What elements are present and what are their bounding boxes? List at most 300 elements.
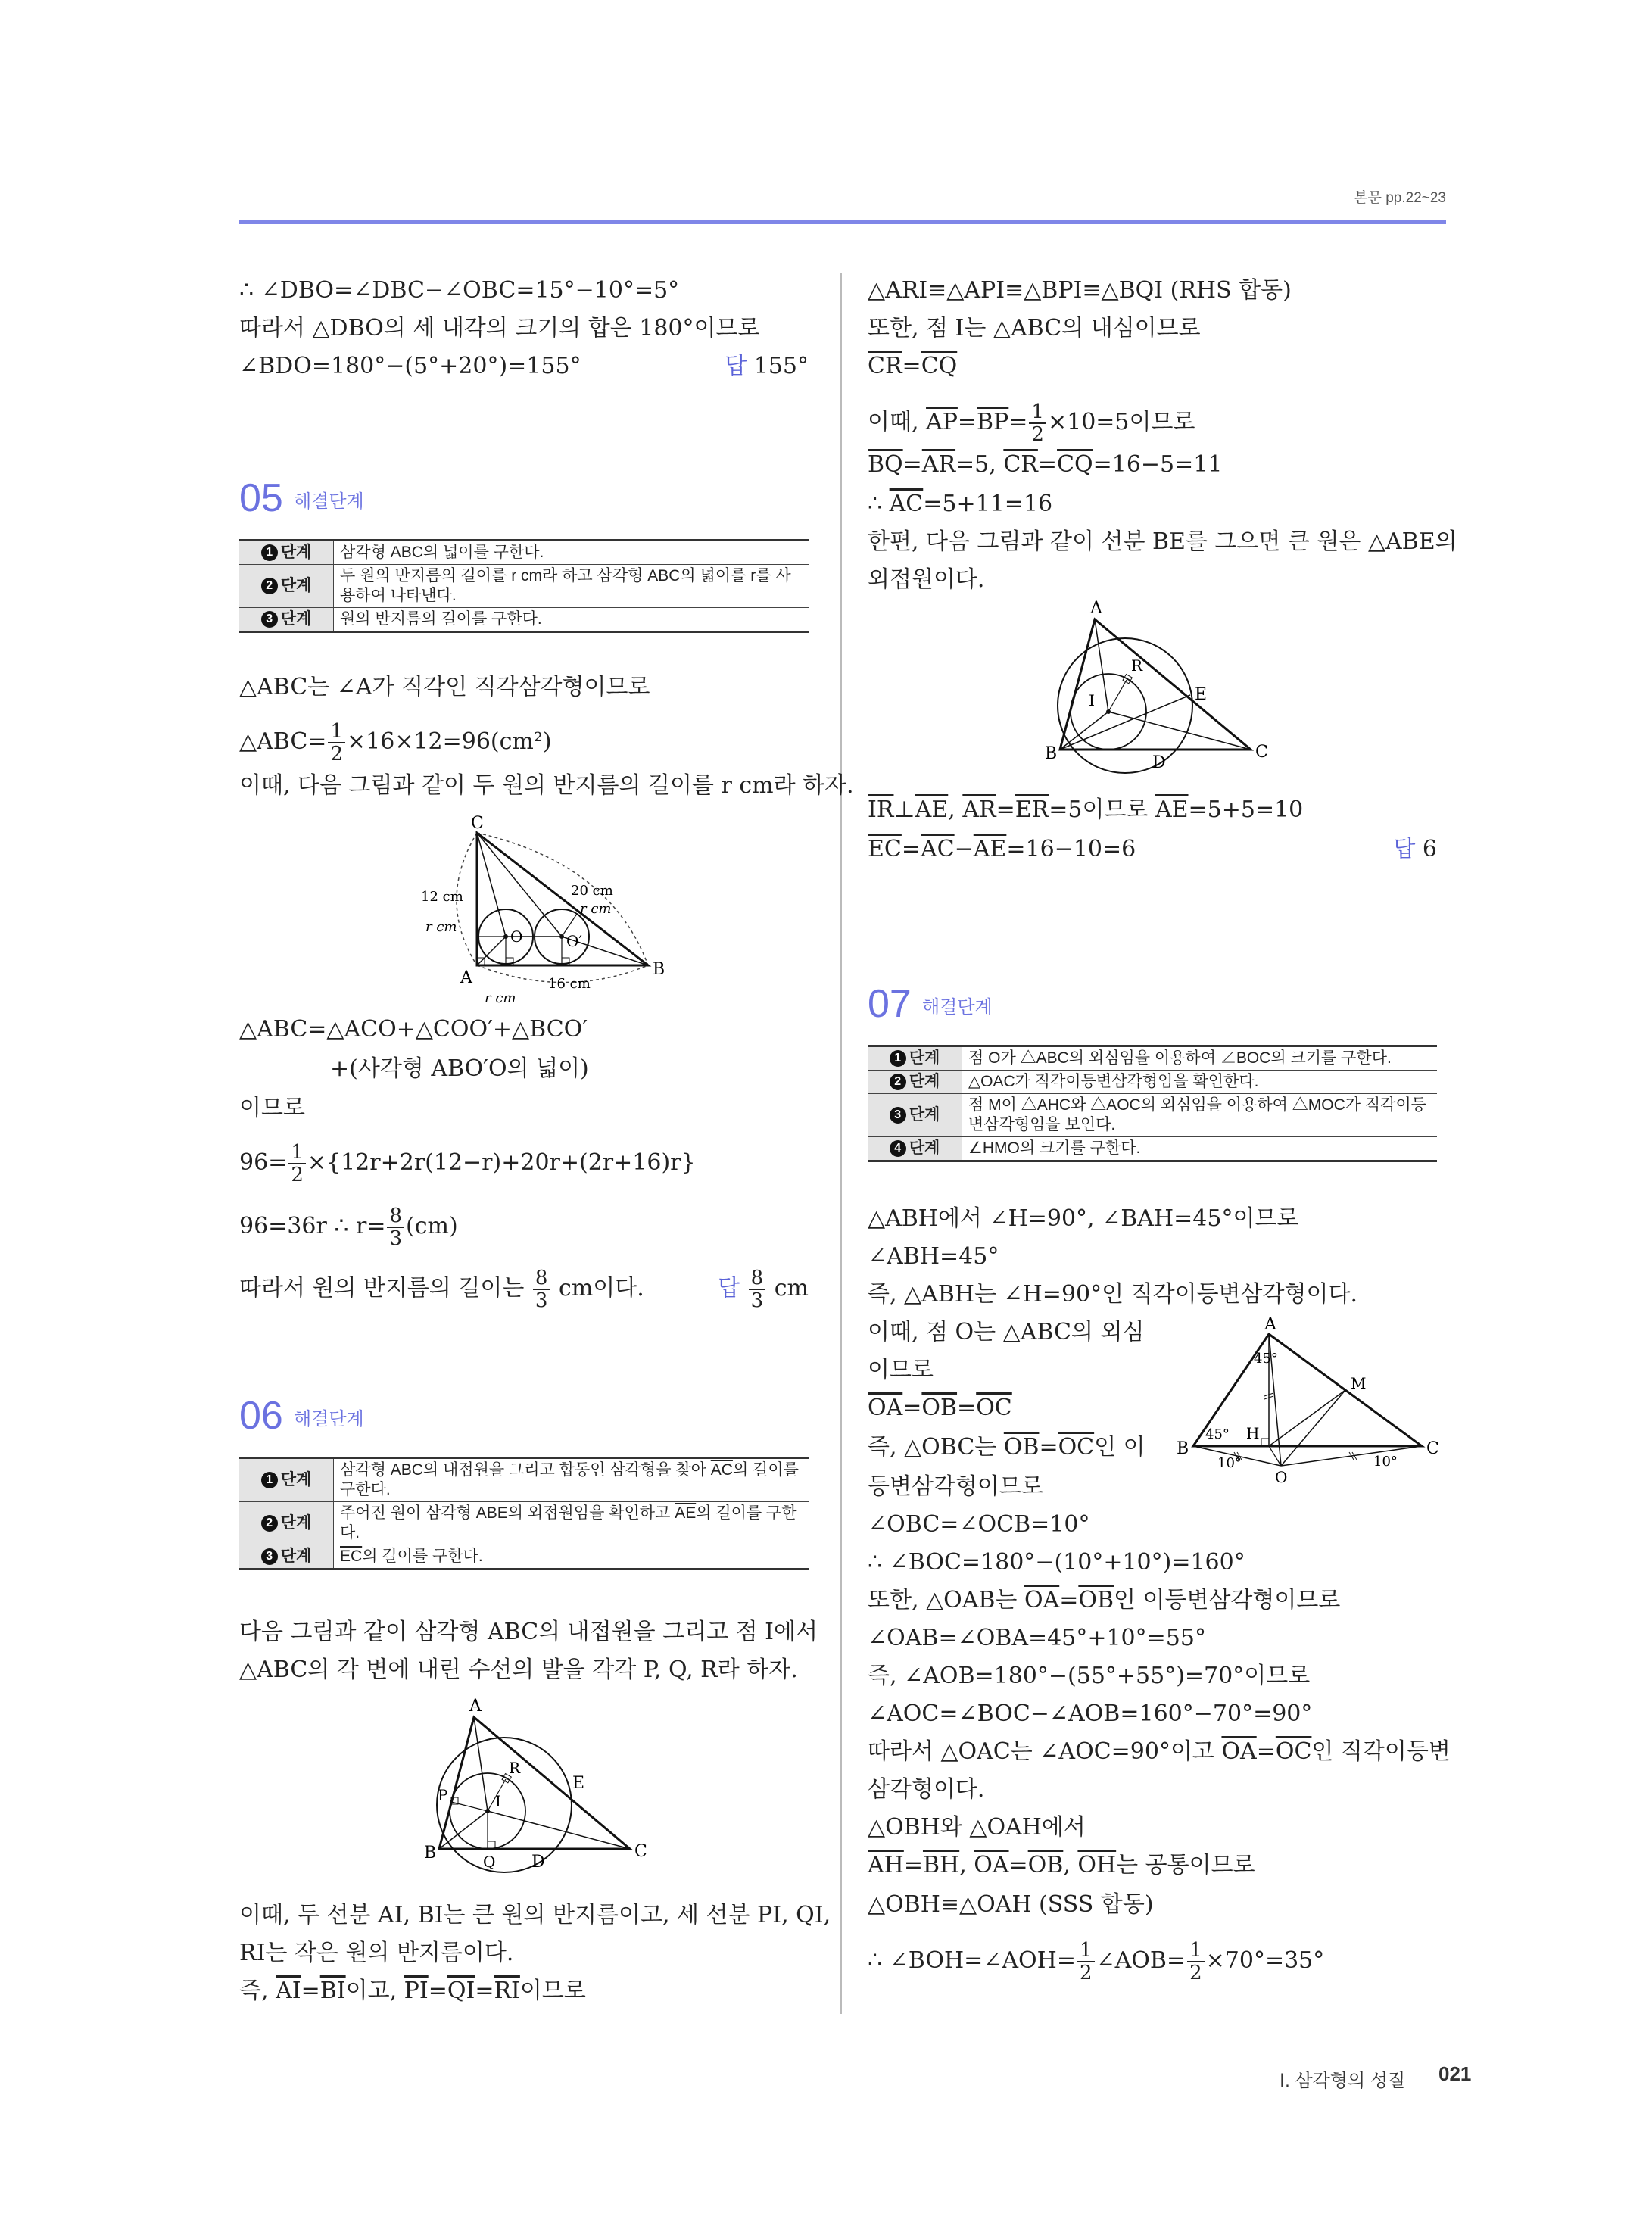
text-part: = [901, 836, 921, 862]
denominator: 2 [1031, 423, 1044, 446]
segment: $\overline{AE}$ [973, 836, 1007, 862]
step-text [334, 1545, 809, 1569]
answer [718, 1267, 809, 1311]
header-rule [239, 220, 1446, 224]
text-line: 외접원이다. [868, 566, 985, 593]
label-i: I [1089, 691, 1095, 709]
text-part: 또한, △OAB는 [868, 1587, 1024, 1613]
text-line: 따라서 △DBO의 세 내각의 크기의 합은 180°이므로 [239, 315, 760, 341]
step-text [334, 1502, 809, 1545]
step-label-text: 단계 [909, 1049, 940, 1067]
segment: $\overline{OC}$ [1275, 1738, 1312, 1765]
fraction [533, 1267, 550, 1311]
label-e: E [1195, 685, 1208, 704]
text-line: △OBH와 △OAH에서 [868, 1814, 1086, 1841]
text-line: △OBH≡△OAH (SSS 합동) [868, 1891, 1154, 1918]
numerator: 8 [533, 1267, 550, 1290]
text-part: 의 길이를 구한다. [362, 1548, 483, 1565]
figure-06b [1019, 598, 1292, 787]
step-label [239, 1545, 334, 1569]
segment: $\overline{AC}$ [889, 491, 924, 517]
text-line [868, 1585, 1340, 1616]
text-line: +(사각형 ABO′O의 넓이) [330, 1055, 589, 1082]
segment: $\overline{AE}$ [675, 1504, 697, 1522]
segment: $\overline{AC}$ [921, 836, 955, 862]
text-part: = [902, 451, 922, 478]
text-line: 이므로 [868, 1357, 934, 1383]
triangle-abc [477, 833, 648, 965]
text-line: ∴ ∠BOC=180°−(10°+10°)=160° [868, 1549, 1245, 1576]
seg-ai [474, 1717, 488, 1811]
answer-label: 답 [1393, 837, 1416, 862]
step-label-text: 단계 [280, 1548, 312, 1565]
seg-om [1281, 1390, 1345, 1466]
step-row [868, 1094, 1437, 1137]
label-ac-length: 12 cm [421, 889, 463, 905]
label-c: C [634, 1842, 647, 1861]
text-part: ×10=5이므로 [1047, 409, 1195, 435]
step-label [239, 541, 334, 565]
text-part: ×{12r+2r(12−r)+20r+(2r+16)r} [307, 1149, 696, 1176]
text-line [868, 401, 1195, 445]
page-reference: 본문 pp.22~23 [1354, 190, 1446, 206]
text-line: △ARI≡△API≡△BPI≡△BQI (RHS 합동) [868, 277, 1292, 304]
text-line: 이때, 두 선분 AI, BI는 큰 원의 반지름이고, 세 선분 PI, QI, [239, 1902, 831, 1928]
segment: $\overline{BI}$ [319, 1978, 346, 2004]
text-part: − [954, 836, 974, 862]
text-part: = [902, 353, 921, 379]
text-line: ∠AOC=∠BOC−∠AOB=160°−70°=90° [868, 1700, 1313, 1727]
step-label [868, 1094, 962, 1137]
text-part: = [1039, 1434, 1058, 1460]
text-part: 96=36r ∴ r= [239, 1213, 386, 1239]
label-r: R [1131, 656, 1143, 675]
text-part: 이고, [345, 1978, 404, 2004]
text-line: ∠BDO=180°−(5°+20°)=155° [239, 353, 581, 379]
fraction [387, 1205, 404, 1249]
text-line: ∠OAB=∠OBA=45°+10°=55° [868, 1625, 1206, 1651]
steps-table [239, 539, 809, 633]
text-part: =5, [955, 451, 1004, 478]
text-part: =5이므로 [1049, 796, 1155, 823]
step-label [239, 1458, 334, 1502]
text-line [868, 1432, 1145, 1463]
text-part: =5+11=16 [923, 491, 1053, 517]
text-line [868, 450, 1222, 480]
text-part: 주어진 원이 삼각형 ABE의 외접원임을 확인하고 [340, 1504, 675, 1522]
text-line [239, 1142, 696, 1186]
text-line: ∠ABH=45° [868, 1243, 999, 1270]
step-badge: 2 [890, 1074, 906, 1090]
steps-table [868, 1045, 1437, 1162]
segment: $\overline{AR}$ [921, 451, 956, 478]
label-c: C [1426, 1439, 1439, 1458]
fraction [328, 721, 345, 765]
answer-value: 6 [1422, 836, 1437, 862]
step-badge: 1 [261, 544, 278, 561]
step-text: 점 M이 △AHC와 △AOC의 외심임을 이용하여 △MOC가 직각이등변삼각형임을 보인다. [962, 1094, 1438, 1137]
text-line: 다음 그림과 같이 삼각형 ABC의 내접원을 그리고 점 I에서 [239, 1619, 818, 1645]
label-o2: O′ [566, 932, 582, 950]
text-line [868, 489, 1052, 519]
label-q: Q [483, 1853, 496, 1871]
point-i [485, 1809, 490, 1813]
segment: $\overline{AR}$ [962, 796, 996, 823]
column-divider [840, 273, 842, 2014]
label-a: A [1264, 1315, 1276, 1334]
segment: $\overline{CQ}$ [1057, 451, 1093, 478]
step-badge: 2 [261, 578, 278, 594]
step-text: ∠HMO의 크기를 구한다. [962, 1137, 1438, 1161]
text-part: 즉, △OBC는 [868, 1434, 1004, 1460]
answer [1393, 834, 1437, 865]
label-radius: r cm [580, 901, 612, 917]
text-line [868, 1850, 1255, 1881]
numerator: 1 [288, 1142, 306, 1164]
text-part: cm이다. [559, 1275, 644, 1301]
text-part: = [1008, 409, 1028, 435]
step-row [868, 1071, 1437, 1094]
text-part: = [957, 409, 977, 435]
seg-bi [1060, 712, 1108, 750]
text-part: 인 직각이등변 [1311, 1738, 1451, 1765]
segment: $\overline{AP}$ [926, 409, 958, 435]
label-p: P [438, 1786, 448, 1804]
text-part: 의 길이를 구한다. [340, 1461, 799, 1498]
numerator: 1 [1187, 1940, 1205, 1962]
text-line: RI는 작은 원의 반지름이다. [239, 1940, 514, 1966]
page-number: 021 [1438, 2062, 1472, 2085]
segment: $\overline{OC}$ [1058, 1434, 1095, 1460]
text-line: 즉, △ABH는 ∠H=90°인 직각이등변삼각형이다. [868, 1281, 1357, 1308]
text-part: = [1059, 1587, 1079, 1613]
text-part: △ABC= [239, 728, 327, 755]
text-line: ∴ ∠DBO=∠DBC−∠OBC=15°−10°=5° [239, 277, 680, 304]
text-part: =16−10=6 [1006, 836, 1136, 862]
text-part: = [428, 1978, 447, 2004]
text-part: = [1008, 1852, 1028, 1878]
label-a: A [1090, 599, 1102, 618]
segment: $\overline{BP}$ [977, 409, 1009, 435]
label-d: D [1152, 753, 1166, 772]
step-label-text: 단계 [280, 610, 312, 628]
text-part: , [948, 796, 963, 823]
segment: $\overline{OB}$ [921, 1395, 958, 1421]
step-text: 점 O가 △ABC의 외심임을 이용하여 ∠BOC의 크기를 구한다. [962, 1046, 1438, 1071]
label-i: I [495, 1792, 501, 1810]
label-a: A [469, 1697, 482, 1716]
step-label [868, 1137, 962, 1161]
point-i [1106, 709, 1111, 714]
answer-label: 답 [725, 354, 747, 379]
step-text [334, 1458, 809, 1502]
segment: $\overline{AH}$ [868, 1852, 904, 1878]
segment: $\overline{BH}$ [922, 1852, 960, 1878]
label-h: H [1246, 1424, 1260, 1442]
segment: $\overline{AE}$ [915, 796, 949, 823]
text-part: 이므로 [519, 1978, 586, 2004]
fraction [749, 1267, 766, 1311]
label-b: B [1177, 1439, 1189, 1458]
segment: $\overline{OA}$ [868, 1395, 903, 1421]
label-o: O [1275, 1468, 1288, 1486]
text-line [868, 1393, 1012, 1423]
text-line: 또한, 점 I는 △ABC의 내심이므로 [868, 315, 1201, 341]
text-line: ∠OBC=∠OCB=10° [868, 1511, 1090, 1538]
label-bc-length: 20 cm [571, 883, 613, 899]
text-part: ∠AOB= [1096, 1947, 1186, 1974]
figure-06 [398, 1696, 671, 1878]
text-part: =5+5=10 [1188, 796, 1304, 823]
numerator: 1 [328, 721, 345, 743]
label-a: A [460, 968, 472, 987]
fraction [1077, 1940, 1095, 1984]
text-part: 즉, [239, 1978, 276, 2004]
step-label-text: 단계 [280, 544, 312, 561]
text-part: = [301, 1978, 320, 2004]
section-number: 07 [868, 982, 912, 1026]
text-part: = [996, 796, 1015, 823]
segment: $\overline{RI}$ [494, 1978, 520, 2004]
text-line [868, 795, 1303, 825]
text-part: 따라서 △OAC는 ∠AOC=90°이고 [868, 1738, 1222, 1765]
answer-unit: cm [774, 1275, 809, 1301]
text-line [868, 351, 957, 382]
step-label [239, 1502, 334, 1545]
step-label [239, 608, 334, 632]
step-text: 두 원의 반지름의 길이를 r cm라 하고 삼각형 ABC의 넓이를 r를 사용하여 나타낸다. [334, 565, 809, 608]
seg-co2 [477, 833, 562, 937]
step-label [868, 1071, 962, 1094]
step-label-text: 단계 [909, 1073, 940, 1090]
text-part: =16−5=11 [1093, 451, 1223, 478]
denominator: 3 [389, 1227, 403, 1250]
numerator: 8 [387, 1205, 404, 1228]
label-m: M [1351, 1374, 1367, 1392]
section-number: 06 [239, 1394, 283, 1438]
step-label-text: 단계 [909, 1139, 940, 1157]
segment: $\overline{AE}$ [1155, 796, 1189, 823]
text-part: ∴ [868, 491, 890, 517]
step-text: 삼각형 ABC의 넓이를 구한다. [334, 541, 809, 565]
label-b: B [653, 960, 665, 979]
text-part: ∴ ∠BOH=∠AOH= [868, 1947, 1076, 1974]
section-title: 해결단계 [294, 491, 364, 512]
segment: $\overline{QI}$ [447, 1978, 475, 2004]
denominator: 3 [535, 1289, 548, 1312]
label-angle: 45° [1254, 1351, 1278, 1367]
text-part: = [902, 1395, 922, 1421]
text-line [239, 1976, 586, 2006]
step-badge: 1 [261, 1472, 278, 1488]
section-number: 05 [239, 476, 283, 520]
step-row [239, 1458, 809, 1502]
step-text: △OAC가 직각이등변삼각형임을 확인한다. [962, 1071, 1438, 1094]
fraction [1029, 401, 1046, 445]
label-c: C [1255, 743, 1268, 762]
text-line: △ABC의 각 변에 내린 수선의 발을 각각 P, Q, R라 하자. [239, 1657, 798, 1683]
seg-co [477, 833, 506, 937]
step-row [239, 1502, 809, 1545]
text-part: ×70°=35° [1205, 1947, 1325, 1974]
label-o: O [510, 927, 523, 946]
figure-07 [1170, 1315, 1443, 1493]
seg-be [1060, 695, 1190, 750]
numerator: 8 [749, 1267, 766, 1290]
step-badge: 3 [890, 1107, 906, 1124]
text-part: 이때, [868, 409, 927, 435]
segment: $\overline{ER}$ [1015, 796, 1049, 823]
text-line: △ABC=△ACO+△COO′+△BCO′ [239, 1016, 588, 1043]
label-e: E [572, 1774, 585, 1793]
step-label [868, 1046, 962, 1071]
segment: $\overline{BQ}$ [868, 451, 903, 478]
step-row [239, 608, 809, 632]
segment: $\overline{PI}$ [404, 1978, 429, 2004]
section-title: 해결단계 [922, 997, 993, 1018]
text-part: = [475, 1978, 494, 2004]
segment: $\overline{OH}$ [1077, 1852, 1117, 1878]
text-line [868, 834, 1136, 865]
text-part: 삼각형 ABC의 내접원을 그리고 합동인 삼각형을 찾아 [340, 1461, 711, 1479]
step-row [239, 1545, 809, 1569]
label-angle: 45° [1205, 1426, 1230, 1442]
circumcircle-abe [1058, 638, 1192, 773]
text-part: = [1256, 1738, 1276, 1765]
segment: $\overline{CR}$ [1003, 451, 1038, 478]
answer [725, 351, 809, 382]
seg-ip [451, 1802, 488, 1811]
segment: $\overline{OB}$ [1027, 1852, 1064, 1878]
triangle-abc [1060, 619, 1251, 750]
text-part: 는 공통이므로 [1116, 1852, 1255, 1878]
text-part: , [959, 1852, 974, 1878]
segment: $\overline{OC}$ [976, 1395, 1012, 1421]
text-part: = [1037, 451, 1058, 478]
segment: $\overline{AI}$ [276, 1978, 301, 2004]
seg-hm [1269, 1390, 1345, 1446]
text-line: △ABH에서 ∠H=90°, ∠BAH=45°이므로 [868, 1205, 1299, 1232]
step-badge: 2 [261, 1515, 278, 1532]
step-label-text: 단계 [280, 1514, 312, 1532]
denominator: 2 [1189, 1962, 1202, 1984]
steps-table [239, 1457, 809, 1570]
text-part: 의 길이를 구한다. [340, 1504, 797, 1541]
circumcircle-abe [437, 1738, 572, 1872]
label-ab-length: 16 cm [548, 976, 591, 992]
text-part: ⊥ [893, 796, 915, 823]
segment: $\overline{AC}$ [710, 1461, 733, 1479]
denominator: 2 [330, 743, 343, 765]
segment: $\overline{CQ}$ [921, 353, 958, 379]
text-line [868, 1940, 1324, 1984]
step-text: 원의 반지름의 길이를 구한다. [334, 608, 809, 632]
text-part: 인 이등변삼각형이므로 [1113, 1587, 1341, 1613]
step-badge: 1 [890, 1050, 906, 1067]
segment: $\overline{OA}$ [1024, 1587, 1060, 1613]
text-line: 즉, ∠AOB=180°−(55°+55°)=70°이므로 [868, 1663, 1311, 1689]
text-line [239, 1267, 644, 1311]
text-line: 이므로 [239, 1095, 305, 1121]
seg-ai [1095, 619, 1108, 712]
step-badge: 3 [261, 611, 278, 628]
step-row [868, 1046, 1437, 1071]
section-title: 해결단계 [294, 1409, 364, 1429]
point-o2 [559, 934, 564, 939]
seg-ao [477, 937, 506, 965]
text-part: = [903, 1852, 923, 1878]
label-radius: r cm [485, 990, 516, 1006]
step-badge: 4 [890, 1140, 906, 1157]
step-label-text: 단계 [280, 577, 312, 594]
seg-bi [439, 1811, 488, 1849]
text-part: ×16×12=96(cm²) [346, 728, 552, 755]
text-line: 이때, 점 O는 △ABC의 외심 [868, 1319, 1145, 1345]
text-line [239, 1205, 458, 1249]
text-part: = [957, 1395, 977, 1421]
step-row [239, 541, 809, 565]
label-angle: 10° [1373, 1454, 1398, 1470]
numerator: 1 [1029, 401, 1046, 424]
numerator: 1 [1077, 1940, 1095, 1962]
segment: $\overline{EC}$ [340, 1548, 363, 1565]
point-o [503, 934, 508, 939]
label-d: D [531, 1853, 545, 1872]
fraction [1187, 1940, 1205, 1984]
label-angle: 10° [1217, 1455, 1242, 1471]
text-part: 96= [239, 1149, 288, 1176]
step-label-text: 단계 [909, 1106, 940, 1124]
text-line: △ABC는 ∠A가 직각인 직각삼각형이므로 [239, 674, 650, 700]
segment: $\overline{OA}$ [974, 1852, 1009, 1878]
fraction [288, 1142, 306, 1186]
text-line: 삼각형이다. [868, 1776, 985, 1803]
seg-ir [1108, 680, 1127, 712]
text-line [868, 1737, 1451, 1767]
step-row [239, 565, 809, 608]
answer-label: 답 [718, 1276, 740, 1301]
figure-05 [391, 814, 665, 1007]
label-radius: r cm [425, 919, 457, 935]
label-b: B [424, 1844, 437, 1862]
segment: $\overline{CR}$ [868, 353, 902, 379]
answer-value: 155° [753, 353, 809, 379]
text-part: 따라서 원의 반지름의 길이는 [239, 1275, 525, 1301]
label-c: C [471, 814, 484, 833]
segment: $\overline{OB}$ [1078, 1587, 1114, 1613]
text-line: 등변삼각형이므로 [868, 1473, 1043, 1500]
text-line: 한편, 다음 그림과 같이 선분 BE를 그으면 큰 원은 △ABE의 [868, 528, 1457, 555]
triangle-abc [439, 1717, 630, 1849]
step-label [239, 565, 334, 608]
step-label-text: 단계 [280, 1471, 312, 1488]
segment: $\overline{IR}$ [868, 796, 894, 823]
denominator: 3 [750, 1289, 764, 1312]
text-line: 이때, 다음 그림과 같이 두 원의 반지름의 길이를 r cm라 하자. [239, 772, 854, 799]
segment: $\overline{OA}$ [1221, 1738, 1257, 1765]
text-line [239, 721, 552, 765]
label-r: R [509, 1759, 521, 1777]
text-part: (cm) [406, 1213, 458, 1239]
step-row [868, 1137, 1437, 1161]
text-part: 인 이 [1094, 1434, 1145, 1460]
label-b: B [1045, 744, 1058, 763]
step-badge: 3 [261, 1548, 278, 1565]
denominator: 2 [291, 1164, 304, 1186]
segment: $\overline{OB}$ [1003, 1434, 1040, 1460]
footer-chapter: Ⅰ. 삼각형의 성질 [1280, 2071, 1406, 2091]
denominator: 2 [1079, 1962, 1093, 1984]
